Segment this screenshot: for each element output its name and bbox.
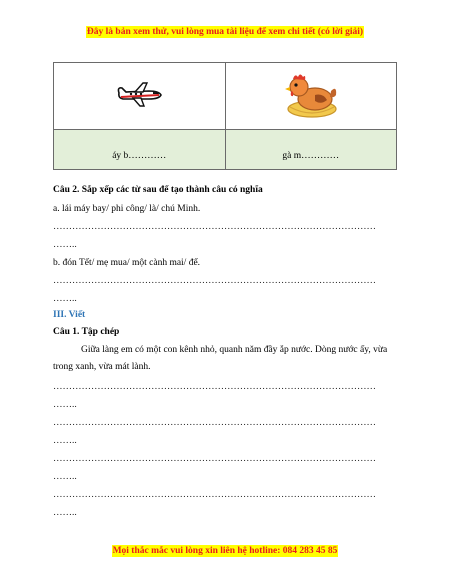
picture-table: [53, 62, 397, 170]
header-notice-text: Đây là bản xem thử, vui lòng mua tài liệu để xem chi tiết (có lời giải): [86, 27, 364, 37]
writing-line-5: …………………………………………………………………………………………: [53, 454, 376, 464]
answer-line-a2: ……..: [53, 240, 77, 250]
hen-label-text: gà m…………: [282, 150, 340, 161]
header-notice: [0, 26, 450, 38]
writing-line-2: ……..: [53, 400, 77, 410]
hen-cell: [225, 63, 397, 130]
footer-notice: [0, 545, 450, 557]
copy-passage: Giữa làng em có một con kênh nhỏ, quanh năm đầy ắp nước. Dòng nước ấy, vừa trong xanh, vừa mát lành.: [53, 345, 388, 372]
writing-line-4: ……..: [53, 436, 77, 446]
writing-line-1: …………………………………………………………………………………………: [53, 382, 376, 392]
airplane-label: [54, 130, 226, 170]
writing-line-6: ……..: [53, 472, 77, 482]
writing-line-3: …………………………………………………………………………………………: [53, 418, 376, 428]
airplane-label-text: áy b…………: [112, 150, 167, 161]
cau2-item-b: b. đón Tết/ mẹ mua/ một cành mai/ để.: [53, 258, 201, 268]
answer-line-b2: ……..: [53, 294, 77, 304]
answer-line-b1: …………………………………………………………………………………………: [53, 276, 376, 286]
footer-notice-text: Mọi thắc mắc vui lòng xin liên hệ hotline: 084 283 45 85: [112, 546, 338, 556]
writing-line-8: ……..: [53, 508, 77, 518]
cau2-item-a: a. lái máy bay/ phi công/ là/ chú Minh.: [53, 204, 201, 214]
cau2-title: Câu 2. Sắp xếp các từ sau để tạo thành câu có nghĩa: [53, 185, 263, 195]
hen-label: [225, 130, 397, 170]
hen-icon: [279, 67, 343, 121]
section-heading: III. Viết: [53, 310, 86, 320]
cau1-title: Câu 1. Tập chép: [53, 327, 120, 337]
airplane-cell: [54, 63, 226, 130]
answer-line-a1: …………………………………………………………………………………………: [53, 222, 376, 232]
airplane-icon: [113, 80, 165, 108]
writing-line-7: …………………………………………………………………………………………: [53, 490, 376, 500]
